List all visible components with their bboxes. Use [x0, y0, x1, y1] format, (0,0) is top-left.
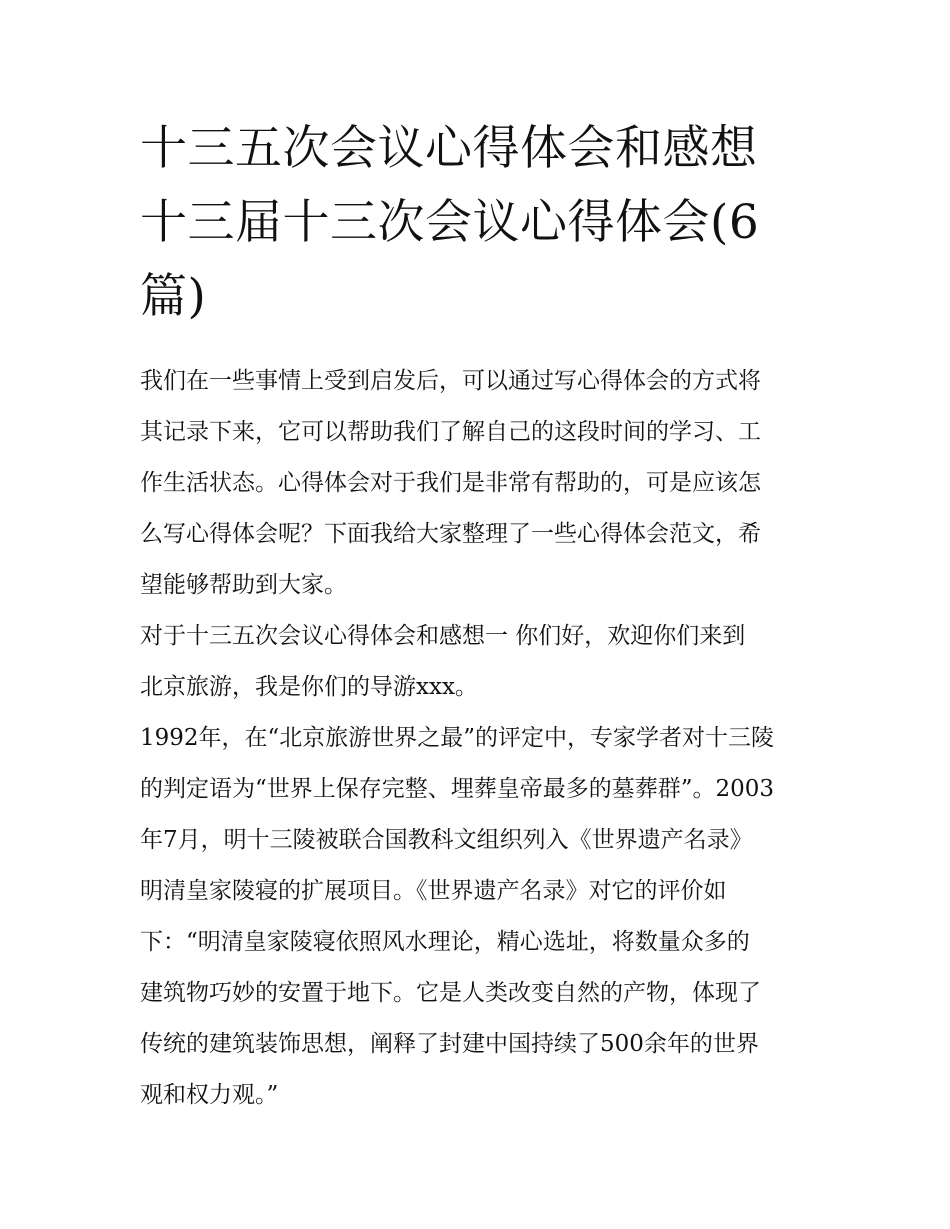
title-line: 十三五次会议心得体会和感想 [140, 121, 758, 176]
text-line: 传统的建筑装饰思想，阐释了封建中国持续了500余年的世界 [140, 1031, 759, 1057]
document-body [140, 356, 820, 1121]
text-line: 对于十三五次会议心得体会和感想一 你们好，欢迎你们来到 [140, 623, 746, 649]
text-line: 1992年，在“北京旅游世界之最”的评定中，专家学者对十三陵 [140, 725, 775, 751]
text-line: 的判定语为“世界上保存完整、埋葬皇帝最多的墓葬群”。2003 [140, 776, 775, 802]
intro-paragraph [140, 356, 820, 611]
text-line: 明清皇家陵寝的扩展项目。《世界遗产名录》对它的评价如 [140, 878, 727, 904]
document-page [140, 112, 820, 1121]
greeting-paragraph [140, 611, 820, 713]
text-line: 年7月，明十三陵被联合国教科文组织列入《世界遗产名录》 [140, 827, 753, 853]
text-line: 么写心得体会呢？下面我给大家整理了一些心得体会范文，希 [140, 521, 761, 547]
title-line: 篇) [140, 269, 207, 324]
text-line: 作生活状态。心得体会对于我们是非常有帮助的，可是应该怎 [140, 470, 761, 496]
text-line: 下：“明清皇家陵寝依照风水理论，精心选址，将数量众多的 [140, 929, 750, 955]
document-title [140, 112, 820, 334]
text-line: 我们在一些事情上受到启发后，可以通过写心得体会的方式将 [140, 368, 761, 394]
history-paragraph [140, 713, 820, 1121]
text-line: 望能够帮助到大家。 [140, 572, 347, 598]
text-line: 观和权力观。” [140, 1082, 279, 1108]
text-line: 北京旅游，我是你们的导游xxx。 [140, 674, 478, 700]
text-line: 建筑物巧妙的安置于地下。它是人类改变自然的产物，体现了 [140, 980, 761, 1006]
text-line: 其记录下来，它可以帮助我们了解自己的这段时间的学习、工 [140, 419, 761, 445]
title-line: 十三届十三次会议心得体会(6 [140, 195, 760, 250]
